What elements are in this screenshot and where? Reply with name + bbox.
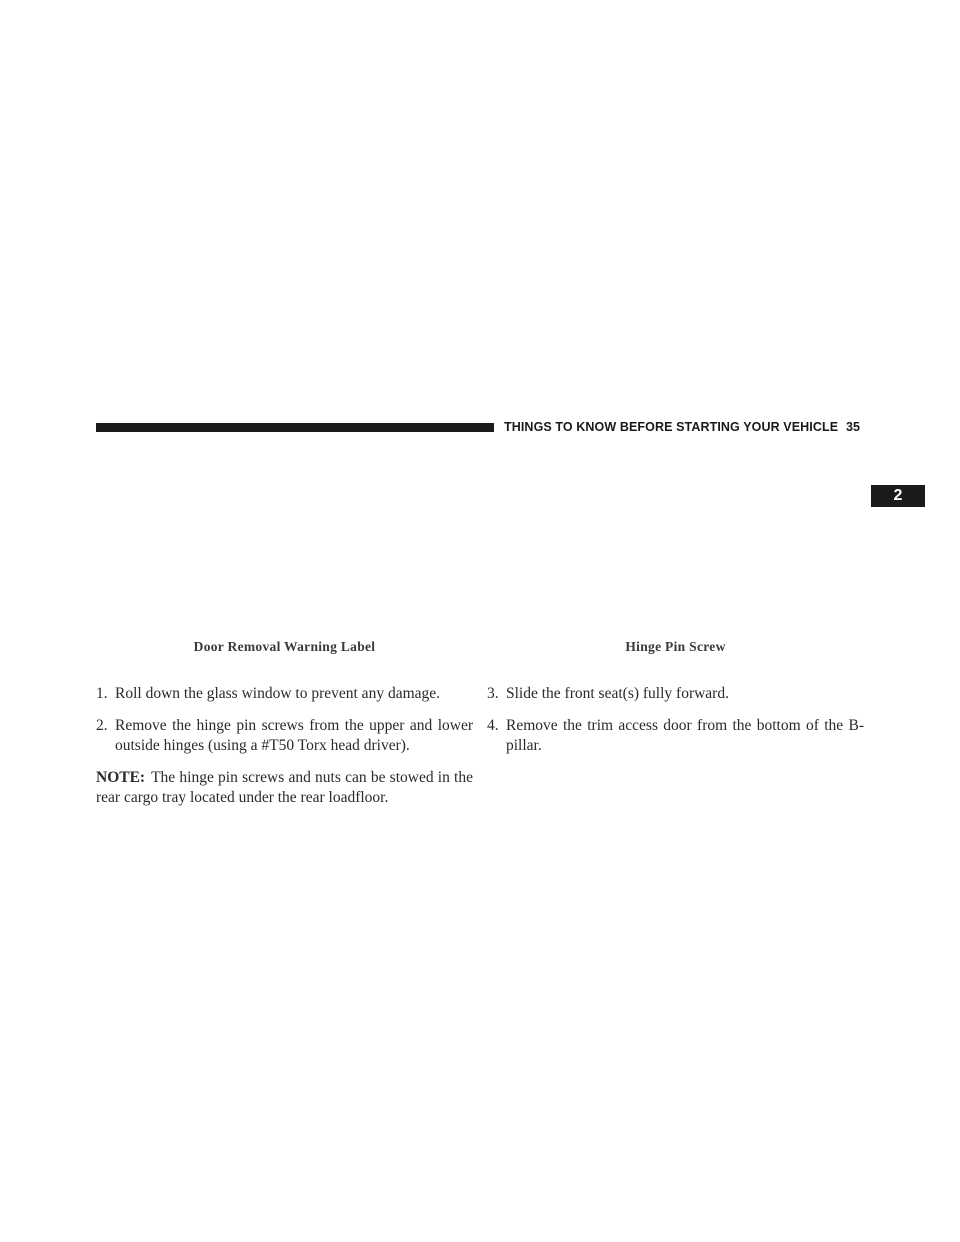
step-text: Slide the front seat(s) fully forward. [506,685,729,702]
section-title: THINGS TO KNOW BEFORE STARTING YOUR VEHICLE [504,420,839,434]
step-text: Remove the hinge pin screws from the upper and lower outside hinges (using a #T50 Torx head driver). [115,717,473,754]
step-text: Roll down the glass window to prevent any damage. [115,685,441,702]
step-item [487,716,864,756]
step-text: Remove the trim access door from the bottom of the B-pillar. [506,717,864,754]
step-number: 4. [487,717,499,734]
header-rule [96,423,494,432]
step-number: 3. [487,685,499,702]
step-number: 2. [96,717,108,734]
step-item [96,684,473,704]
step-number: 1. [96,685,108,702]
page-number: 35 [846,420,860,434]
step-item [96,716,473,756]
note-paragraph [96,768,473,808]
right-column [487,684,864,768]
left-column [96,684,473,808]
note-label: NOTE: [96,769,146,786]
note-text: The hinge pin screws and nuts can be stowed in the rear cargo tray located under the rear loadfloor. [96,769,473,806]
figure-caption-door-removal-warning-label: Door Removal Warning Label [193,639,376,654]
chapter-tab: 2 [871,485,925,507]
step-item [487,684,864,704]
figure-caption-hinge-pin-screw: Hinge Pin Screw [625,639,726,654]
